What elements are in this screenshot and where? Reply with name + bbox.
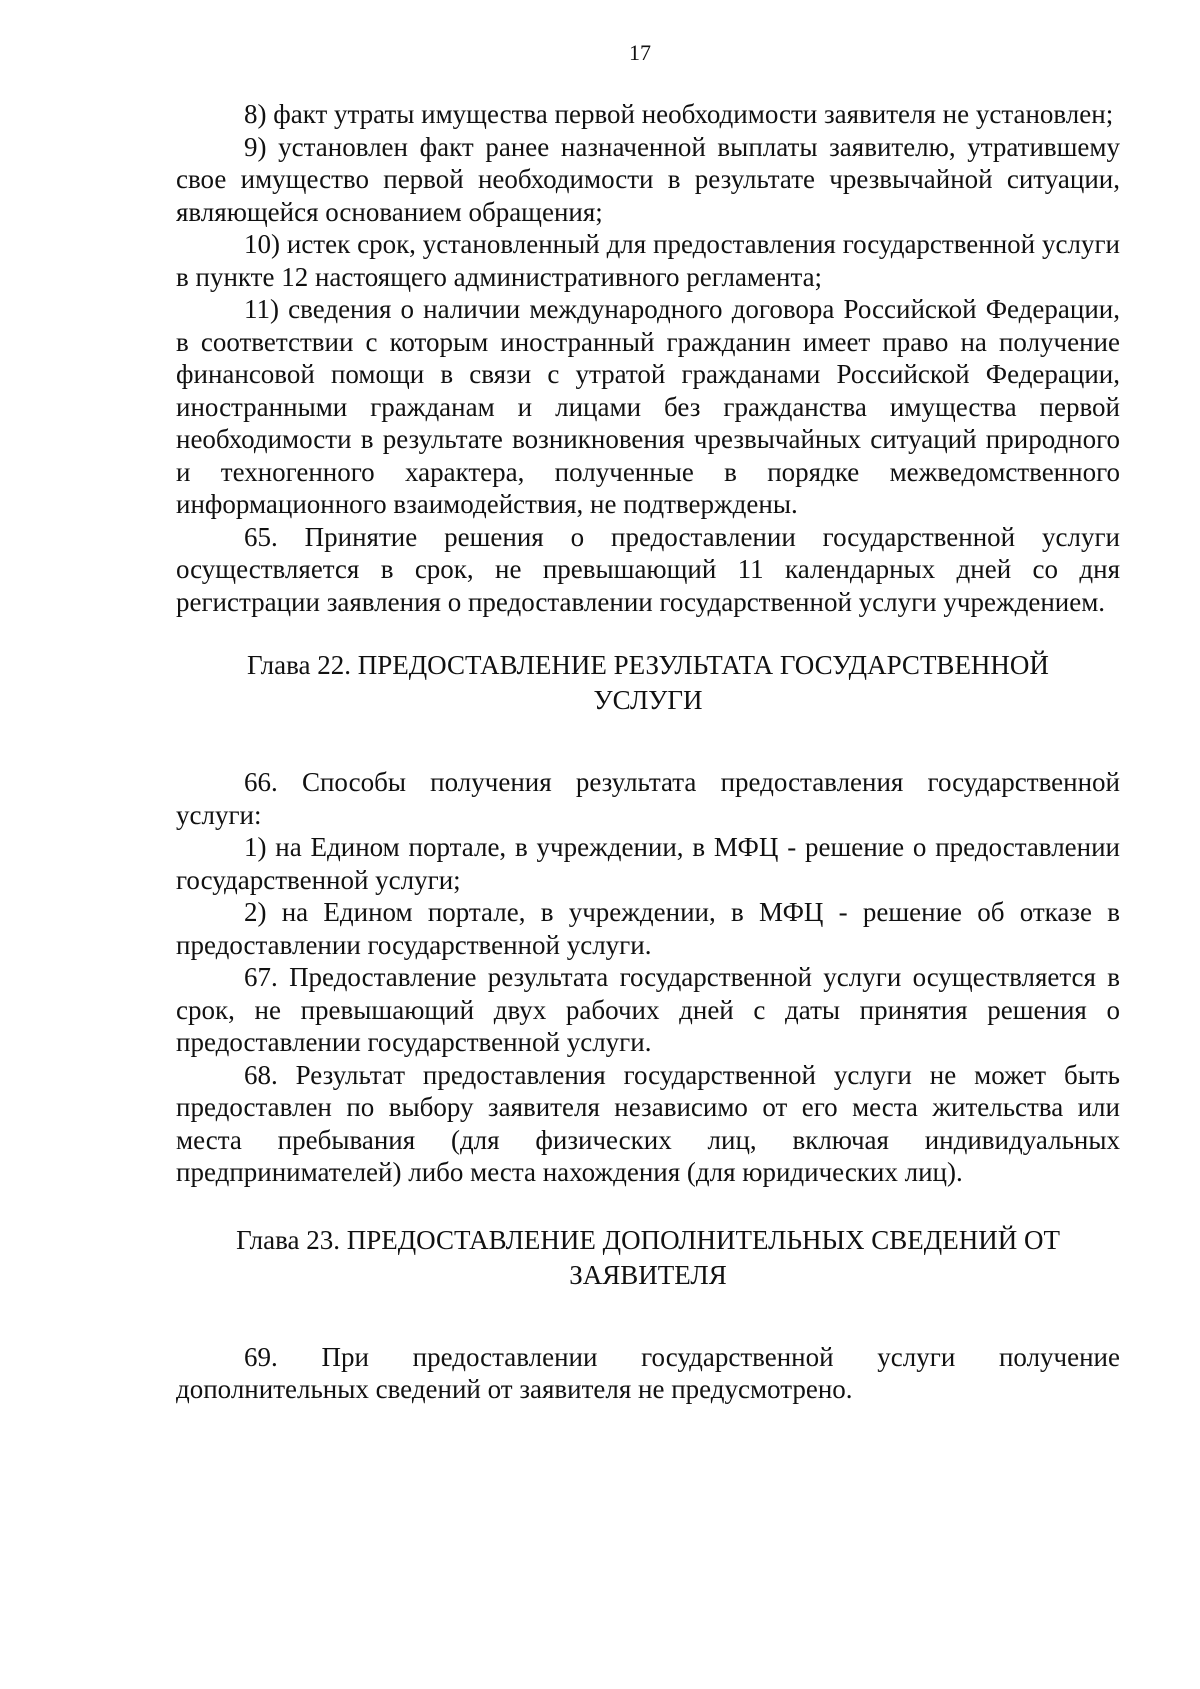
paragraph-66: 66. Способы получения результата предоставления государственной услуги: — [176, 767, 1120, 830]
document-body — [176, 98, 1120, 1406]
paragraph-item-9: 9) установлен факт ранее назначенной выплаты заявителю, утратившему свое имущество первой необходимости в результате чрезвычайной ситуации, являющейся основанием обращения; — [176, 131, 1120, 227]
chapter-23-heading-line-2: ЗАЯВИТЕЛЯ — [569, 1259, 727, 1290]
chapter-23-heading — [176, 1223, 1120, 1293]
paragraph-68: 68. Результат предоставления государственной услуги не может быть предоставлен по выбору заявителя независимо от его места жительства или места пребывания (для физических лиц, включая индивидуальных предпринимателей) либо места нахождения (для юридических лиц). — [176, 1059, 1120, 1187]
paragraph-item-8: 8) факт утраты имущества первой необходимости заявителя не установлен; — [244, 99, 1114, 129]
chapter-22-heading — [176, 648, 1120, 718]
chapter-23-heading-line-1: Глава 23. ПРЕДОСТАВЛЕНИЕ ДОПОЛНИТЕЛЬНЫХ СВЕДЕНИЙ ОТ — [236, 1224, 1060, 1255]
paragraph-67: 67. Предоставление результата государственной услуги осуществляется в срок, не превышающий двух рабочих дней с даты принятия решения о предоставлении государственной услуги. — [176, 962, 1120, 1057]
paragraph-66-item-2: 2) на Едином портале, в учреждении, в МФЦ - решение об отказе в предоставлении государственной услуги. — [176, 897, 1120, 960]
chapter-22-heading-line-1: Глава 22. ПРЕДОСТАВЛЕНИЕ РЕЗУЛЬТАТА ГОСУДАРСТВЕННОЙ — [247, 650, 1049, 680]
paragraph-item-10: 10) истек срок, установленный для предоставления государственной услуги в пункте 12 настоящего административного регламента; — [176, 229, 1120, 292]
paragraph-item-11: 11) сведения о наличии международного договора Российской Федерации, в соответствии с которым иностранный гражданин имеет право на получение финансовой помощи в связи с утратой гражданами Российской Федерации, иностранными гражданам и лицами без гражданства имущества первой необходимости в результате возникновения чрезвычайных ситуаций природного и техногенного характера, полученные в порядке межведомственного информационного взаимодействия, не подтверждены. — [176, 294, 1120, 519]
page-number: 17 — [629, 40, 651, 65]
paragraph-65: 65. Принятие решения о предоставлении государственной услуги осуществляется в срок, не превышающий 11 календарных дней со дня регистрации заявления о предоставлении государственной услуги учреждением. — [176, 521, 1120, 617]
paragraph-69: 69. При предоставлении государственной услуги получение дополнительных сведений от заявителя не предусмотрено. — [176, 1341, 1120, 1404]
chapter-22-heading-line-2: УСЛУГИ — [593, 685, 703, 715]
paragraph-66-item-1: 1) на Едином портале, в учреждении, в МФЦ - решение о предоставлении государственной услуги; — [176, 832, 1120, 895]
